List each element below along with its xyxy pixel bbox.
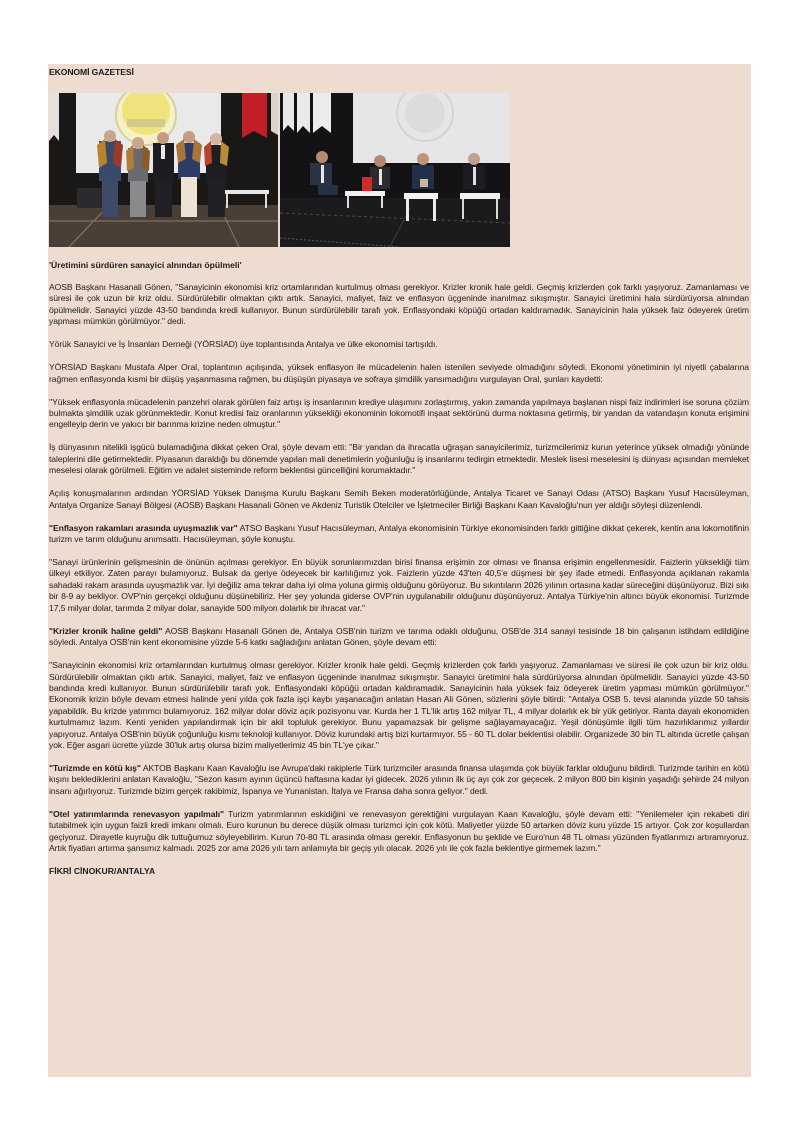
paragraph bbox=[49, 488, 749, 511]
paragraph-text: AOSB Başkanı Hasanali Gönen de, Antalya OSB'nin turizm ve tarıma odaklı olduğunu, OSB'de 314 sanayi tesisinde 18 bin çalışanın istihdam edildiğine söyledi. Antalya OSB'nin kent ekonomisine yüzde 5-6 katkı sağladığını anlatan Gönen, şöyle devam etti: bbox=[49, 625, 749, 648]
paragraph bbox=[49, 557, 749, 614]
paragraph bbox=[49, 763, 749, 797]
paragraph bbox=[49, 660, 749, 751]
paragraph bbox=[49, 809, 749, 855]
paragraph-text: ATSO Başkanı Yusuf Hacısüleyman, Antalya ekonomisinin Türkiye ekonomisinden farklı gittiğine dikkat çekerek, kentin ana lokomotifinin turizm ve tarım olduğunu anımsattı. Hacısüleyman, şöyle konuştu. bbox=[49, 522, 749, 545]
paragraph-lead: "Otel yatırımlarında renevasyon yapılmalı" bbox=[49, 808, 225, 819]
paragraph-text: Yörük Sanayici ve İş İnsanları Derneği (YÖRSİAD) üye toplantısında Antalya ve ülke ekonomisi tartışıldı. bbox=[49, 339, 438, 350]
source-label: EKONOMİ GAZETESİ bbox=[49, 67, 134, 77]
paragraph bbox=[49, 282, 749, 328]
paragraph-lead: "Enflasyon rakamları arasında uyuşmazlık var" bbox=[49, 522, 238, 533]
photo-panel-discussion bbox=[280, 93, 510, 247]
article-body bbox=[49, 282, 749, 877]
paragraph-text: ''Sanayi ürünlerinin gelişmesinin de önünün açılması gerekiyor. En büyük sorunlarımızdan birisi finansa erişimin zor olması ve finansa erişimin engellenmesidir. Faizlerin yüksekliği tüm ülkeyi etkiliyor. Zaten parayı bulamıyoruz. Bulsak da geriye ödeyecek bir karlılığımız yok. Faizlerin yüzde 43'ten 40,5'e düşmesi bir şey ifade etmedi. Enflasyonda açıklanan rakamla sahadaki rakam arasında uyuşmazlık var. İyi değiliz ama tekrar daha iyi olma yoluna girmiş olduğunu görüyoruz. Bu sıkıntıların 2026 yılının ortasına kadar süreceğini düşünüyoruz. Bizi sıkı bir 8-9 ay bekliyor. OVP'nin gerçekçi olduğunu düşünebiliriz. Her şey yolunda giderse OVP'nin uygulanabilir olduğunu düşünüyoruz. Antalya Türkiye'nin altıncı büyük ekonomisi. Turizmde 17,5 milyar dolar, tarımda 2 milyar dolar, sanayide 500 milyon dolarlık bir ihracat var." bbox=[49, 557, 749, 613]
paragraph-text: Turizm yatırımlarının eskidiğini ve renevasyon gerektiğini vurgulayan Kaan Kavaloğlu, şöyle devam etti: ''Yenilemeler için rekabeti diri tutabilmek için uygun faizli kredi imkanı olmalı. Euro kurunun bu derece düşük olması turizmci için çok kötü. Maliyetler yüzde 50 artarken döviz kuru yüzde 15 artıyor. Çok zor koşullardan geçiyoruz. Dirayetle kuyruğu dik tuttuğumuz söyleyebilirim. Kurun 70-80 TL arasında olması gerekir. Enflasyonun bu şeklide ve Euro'nun 48 TL olması yüzünden fiyatlarımızı artıramıyoruz. Artık fiyatları artırma şansımız kalmadı. 2025 zor ama 2026 yılı tam anlamıyla bir geçiş yılı olacak. 2026 yılı ile çok fazla beklentiye girmemek lazım." bbox=[49, 808, 749, 853]
paragraph bbox=[49, 442, 749, 476]
paragraph-text: ''Sanayicinin ekonomisi kriz ortamlarından kurtulmuş olması gerekiyor. Krizler kronik hale geldi. Geçmiş krizlerden çok farklı yaşıyoruz. Zamanlaması ve süresi ile çok uzun bir kriz oldu. Sürdürülebilir olmaktan çıktı artık. Sanayici, maliyet, faiz ve enflasyon üçgeninde inanılmaz sıkışmıştır. Sanayici üretimini hala sürdürüyorsa alnından öpülmelidir. Sanayici yüzde 43-50 bandında kredi kullanıyor. Bunun sürdürülebilir tarafı yok. Enflasyondaki köpüğü ortadan kaldıramadık. Sanayicinin hala yüksek faiz ödeyerek üretim yapması mümkün görülmüyor.'' Ekonomik krizin böyle devam etmesi halinde yeni yılda çok fazla işçi kaybı yaşanacağın anlatan Hasan Ali Gönen, sözlerini şöyle bitirdi: ''Antalya OSB 5. tevsi alanında yüzde 50 tahsis yapabildik. Bu krizde yatırımcı bulamıyoruz. 162 milyar dolar döviz açık pozisyonu var. Kurda her 1 TL'lik artış 162 milyar TL, 4 milyar dolarlık ek bir yük getiriyor. Ranta dayalı ekonomiden kurtulmamız lazım. Kenti yeniden yapılandırmak için bir akil topluluk gerekiyor. Bunu yapamazsak bir gelişme sağlayamayacağız. Yeşil dönüşümle ilgili tüm hazırlıklarımız yıllardır yapıyoruz. Antalya OSB'nin büyük çoğunluğu kısmı teknoloji kullanıyor. Döviz kurundaki artış bizi kurtarmıyor. 55 - 60 TL dolar beklentisi olabilir. Organizede 30 bin TL altında ücretle çalışan yok. Eğer asgari ücrette yüzde 30'luk artış olursa bizim maliyetlerimiz 45 bin TL'ye çıkar." bbox=[49, 660, 749, 750]
paragraph bbox=[49, 397, 749, 431]
photo-award-ceremony-image bbox=[49, 93, 278, 247]
author-signature: FİKRİ CİNOKUR/ANTALYA bbox=[49, 865, 156, 876]
paragraph-text: ''Yüksek enflasyonla mücadelenin panzehri olarak görülen faiz artışı iş insanlarının krediye ulaşımını zorlaştırmış, yakın zamanda yapılmaya başlanan nispi faiz indirimleri ise soruna çözüm bulmakta şimdilik uzak görünmektedir. Konut kredisi faiz oranlarının yüksekliği ekonominin lokomotifi inşaat sektörünü durma noktasına getirmiş, bir yandan da vatandaşın konuta erişimini engelleyip derin ve yakıcı bir barınma krizine neden olmuştur." bbox=[49, 396, 749, 430]
paragraph bbox=[49, 339, 749, 350]
article-headline: 'Üretimini sürdüren sanayici alnından öpülmeli' bbox=[49, 260, 242, 270]
paragraph-lead: "Krizler kronik haline geldi" bbox=[49, 625, 163, 636]
paragraph-text: YÖRSİAD Başkanı Mustafa Alper Oral, toplantının açılışında, yüksek enflasyon ile mücadelenin halen istenilen seviyede olmadığını söyledi. Ekonomi yönetiminin iyi niyetli çabalarına rağmen enflasyonda kısmi bir düşüş yaşanmasına rağmen, bu düşüşün piyasaya ve sofraya şimdilik yansımadığını vurgulayan Oral, şunları kaydetti: bbox=[49, 362, 749, 384]
paragraph-text: AKTOB Başkanı Kaan Kavaloğlu ise Avrupa'daki rakiplerle Türk turizmciler arasında finansa ulaşımda çok büyük farklar olduğunu bildirdi. Turizmde tarihin en kötü kışını beklediklerini anlatan Kavaloğlu, ''Sezon kasım ayının üçüncü haftasına kadar iyi gidecek. 2026 yılının ilk üç ayı çok zor geçecek. 2 milyon 800 bin kişinin yaşadığı şehirde 24 milyon insanı ağırlıyoruz. Turizmde bizim gerçek rakibimiz, İspanya ve Yunanistan. İtalya ve Fransa daha sonra geliyor.'' dedi. bbox=[49, 762, 749, 796]
paragraph-text: AOSB Başkanı Hasanali Gönen, "Sanayicinin ekonomisi kriz ortamlarından kurtulmuş olması gerekiyor. Krizler kronik hale geldi. Geçmiş krizlerden çok farklı yaşıyoruz. Zamanlaması ve süresi ile çok uzun bir kriz oldu. Sürdürülebilir olmaktan çıktı artık. Sanayici, maliyet, faiz ve enflasyon üçgeninde inanılmaz sıkışmıştır. Sanayici üretimini hala sürdürüyorsa alnından öpülmelidir. Sanayici yüzde 43-50 bandında kredi kullanıyor. Bunun sürdürülebilir tarafı yok. Enflasyondaki köpüğü ortadan kaldıramadık. Sanayicinin hala yüksek faiz ödeyerek üretim yapması mümkün görülmüyor." dedi. bbox=[49, 282, 749, 327]
paragraph-text: İş dünyasının nitelikli işgücü bulamadığına dikkat çeken Oral, şöyle devam etti: ''Bir yandan da ihracatla uğraşan sanayicilerimiz, turizmcilerimiz kurun yeterince yüksek olmadığı yönünde taleplerini dile getirmektedir. Piyasanın daraldığı bu dönemde yapılan mali denetimlerin yoğunluğu iş insanlarını tedirgin etmektedir. Meslek lisesi meselesini iş dünyası açısından memleket meselesi olarak görülmeli. Eğitim ve adalet sisteminde reform beklentisi güncelliğini korumaktadır.'' bbox=[49, 442, 749, 476]
photo-panel-discussion-image bbox=[280, 93, 510, 247]
paragraph bbox=[49, 362, 749, 385]
paragraph-lead: "Turizmde en kötü kış" bbox=[49, 762, 141, 773]
paragraph bbox=[49, 626, 749, 649]
paragraph-text: Açılış konuşmalarının ardından YÖRSİAD Yüksek Danışma Kurulu Başkanı Semih Beken moderatörlüğünde, Antalya Ticaret ve Sanayi Odası (ATSO) Başkanı Yusuf Hacısüleyman, Antalya Organize Sanayi Bölgesi (AOSB) Başkanı Hasanali Gönen ve Akdeniz Turistik Otelciler ve İşletmeciler Birliği Başkanı Kaan Kavaloğlu'nun yer aldığı söyleşi düzenlendi. bbox=[49, 488, 749, 510]
photo-award-ceremony bbox=[49, 93, 278, 247]
paragraph bbox=[49, 523, 749, 546]
article-panel bbox=[48, 64, 751, 1077]
